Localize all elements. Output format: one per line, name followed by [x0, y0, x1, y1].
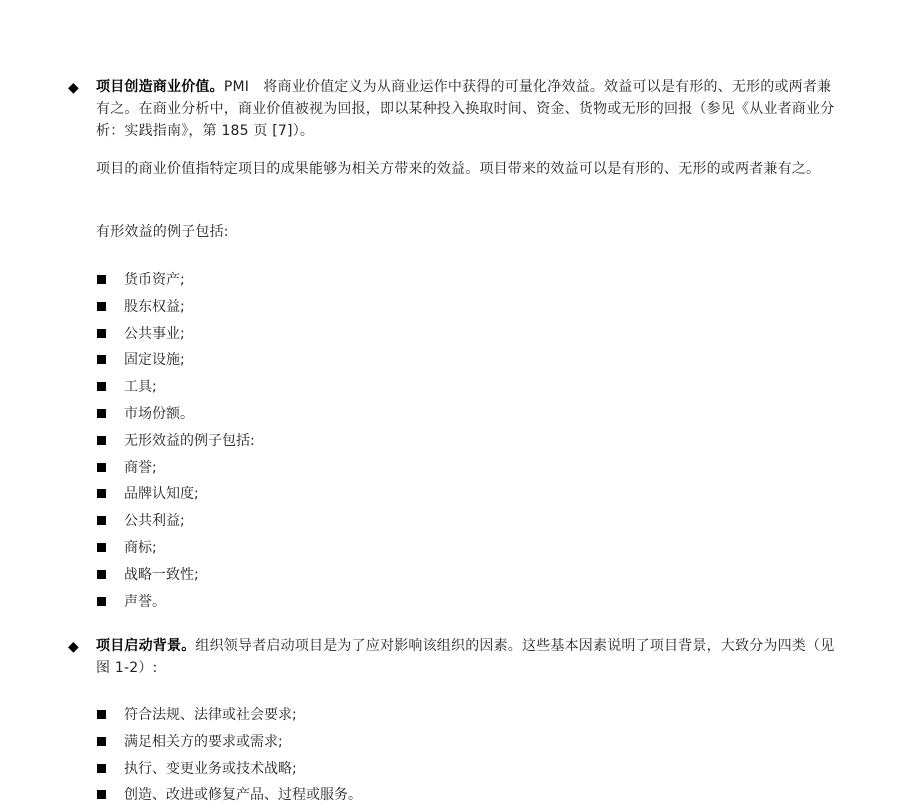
list-item: 商誉; — [96, 457, 255, 484]
list-item: 公共利益; — [96, 510, 255, 537]
section1-para3: 有形效益的例子包括: — [96, 224, 229, 240]
section2-intro: 组织领导者启动项目是为了应对影响该组织的因素。这些基本因素说明了项目背景，大致分为四类（见图 1-2）: — [96, 638, 835, 676]
diamond-bullet-icon: ◆ — [68, 80, 79, 96]
section2-list — [96, 704, 362, 811]
list-item: 公共事业; — [96, 323, 255, 350]
list-item: 创造、改进或修复产品、过程或服务。 — [96, 784, 362, 811]
list-item: 声誉。 — [96, 591, 255, 618]
list-item: 货币资产; — [96, 269, 255, 296]
list-item: 无形效益的例子包括: — [96, 430, 255, 457]
section1-list — [96, 269, 255, 617]
list-item: 满足相关方的要求或需求; — [96, 731, 362, 758]
square-bullet-icon — [97, 710, 106, 719]
list-item: 符合法规、法律或社会要求; — [96, 704, 362, 731]
section2-heading: 项目启动背景。 — [96, 638, 196, 654]
square-bullet-icon — [97, 737, 106, 746]
list-item: 固定设施; — [96, 349, 255, 376]
square-bullet-icon — [97, 275, 106, 284]
square-bullet-icon — [97, 436, 106, 445]
section1-para2: 项目的商业价值指特定项目的成果能够为相关方带来的效益。项目带来的效益可以是有形的、无形的或两者兼有之。 — [96, 161, 821, 177]
list-item: 执行、变更业务或技术战略; — [96, 758, 362, 785]
section1-paragraph — [96, 76, 836, 142]
square-bullet-icon — [97, 489, 106, 498]
list-item: 股东权益; — [96, 296, 255, 323]
square-bullet-icon — [97, 382, 106, 391]
list-item: 工具; — [96, 376, 255, 403]
section1-heading: 项目创造商业价值。 — [96, 79, 224, 95]
list-item: 市场份额。 — [96, 403, 255, 430]
square-bullet-icon — [97, 597, 106, 606]
square-bullet-icon — [97, 570, 106, 579]
diamond-bullet-icon: ◆ — [68, 639, 79, 655]
square-bullet-icon — [97, 764, 106, 773]
square-bullet-icon — [97, 543, 106, 552]
section1-intro: PMI 将商业价值定义为从商业运作中获得的可量化净效益。效益可以是有形的、无形的或两者兼有之。在商业分析中，商业价值被视为回报，即以某种投入换取时间、资金、货物或无形的回报（参见《从业者商业分析：实践指南》，第 185 页 [7]）。 — [96, 79, 835, 139]
square-bullet-icon — [97, 355, 106, 364]
list-item: 战略一致性; — [96, 564, 255, 591]
square-bullet-icon — [97, 463, 106, 472]
square-bullet-icon — [97, 409, 106, 418]
square-bullet-icon — [97, 516, 106, 525]
square-bullet-icon — [97, 790, 106, 799]
list-item: 品牌认知度; — [96, 483, 255, 510]
square-bullet-icon — [97, 302, 106, 311]
list-item: 商标; — [96, 537, 255, 564]
square-bullet-icon — [97, 329, 106, 338]
section2-paragraph — [96, 635, 836, 679]
